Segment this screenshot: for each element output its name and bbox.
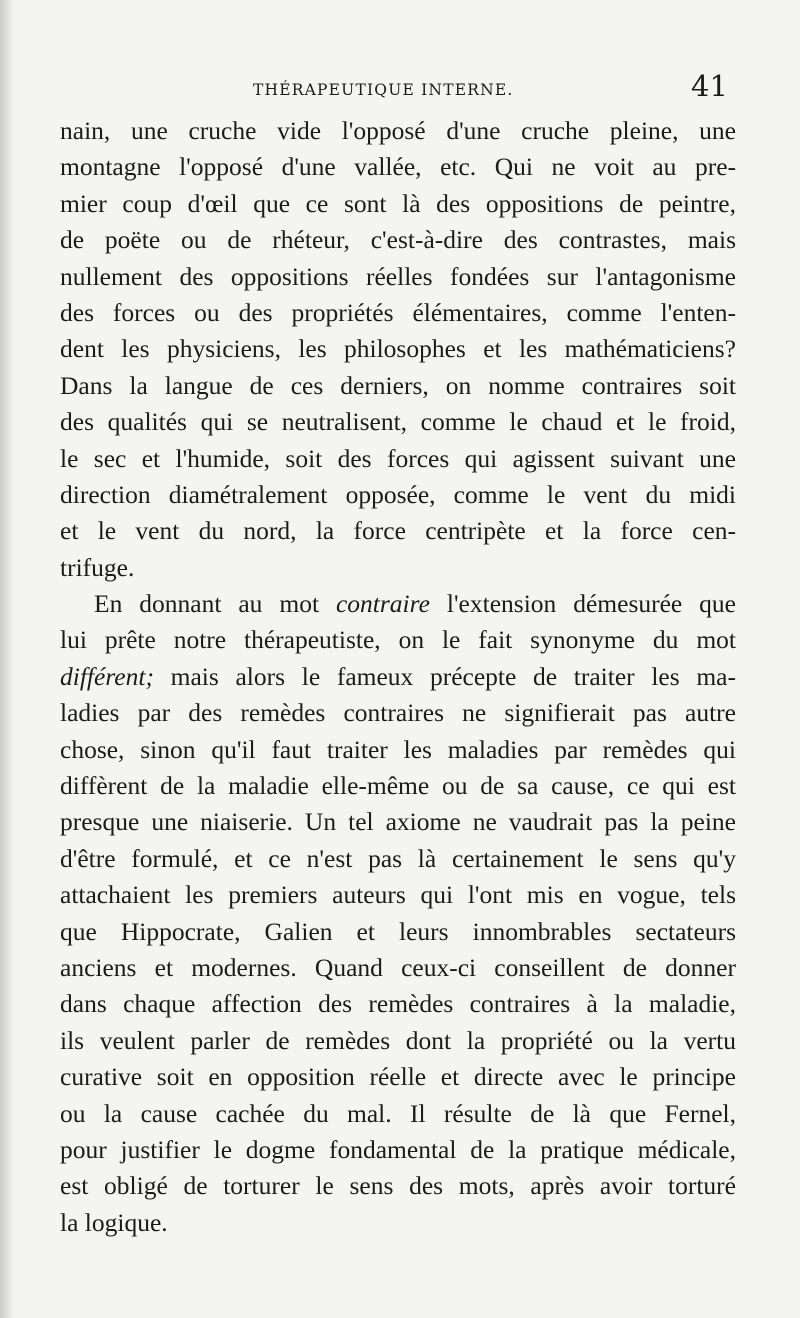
- text-line: d'être formulé, et ce n'est pas là certainement le sens qu'y: [60, 843, 736, 873]
- text-line: et le vent du nord, la force centripète et la force cen-: [60, 516, 736, 546]
- text-line: dans chaque affection des remèdes contraires à la maladie,: [60, 989, 736, 1019]
- text-line: chose, sinon qu'il faut traiter les maladies par remèdes qui: [60, 734, 736, 764]
- paragraph-2: [60, 586, 736, 1241]
- text-line: de poëte ou de rhéteur, c'est-à-dire des contrastes, mais: [60, 225, 736, 255]
- text-line: [60, 659, 736, 695]
- text-line: pour justifier le dogme fondamental de la pratique médicale,: [60, 1134, 736, 1164]
- text-line: ils veulent parler de remèdes dont la propriété ou la vertu: [60, 1025, 736, 1055]
- text-line: presque une niaiserie. Un tel axiome ne vaudrait pas la peine: [60, 807, 736, 837]
- text-run: En donnant au mot: [94, 589, 336, 619]
- text-line: lui prête notre thérapeutiste, on le fait synonyme du mot: [60, 625, 736, 655]
- text-line: [60, 586, 736, 622]
- text-line: direction diamétralement opposée, comme le vent du midi: [60, 479, 736, 509]
- text-line: nullement des oppositions réelles fondées sur l'antagonisme: [60, 261, 736, 291]
- text-line: est obligé de torturer le sens des mots, après avoir torturé: [60, 1171, 736, 1201]
- text-line: ou la cause cachée du mal. Il résulte de là que Fernel,: [60, 1098, 736, 1128]
- running-head: THÉRAPEUTIQUE INTERNE.: [253, 81, 514, 99]
- page-header: [0, 64, 800, 114]
- text-line: que Hippocrate, Galien et leurs innombrables sectateurs: [60, 916, 736, 946]
- text-line: des forces ou des propriétés élémentaires, comme l'enten-: [60, 297, 736, 327]
- paragraph-1: [60, 113, 736, 586]
- italic-term: différent;: [60, 661, 154, 691]
- text-line: montagne l'opposé d'une vallée, etc. Qui ne voit au pre-: [60, 152, 736, 182]
- text-line: trifuge.: [60, 552, 135, 582]
- text-run: l'extension démesurée que: [429, 589, 736, 619]
- page-gutter-shadow: [0, 0, 14, 1318]
- body-text: [60, 113, 736, 1241]
- italic-term: contraire: [335, 589, 430, 619]
- text-line: Dans la langue de ces derniers, on nomme contraires soit: [60, 370, 736, 400]
- text-line: des qualités qui se neutralisent, comme le chaud et le froid,: [60, 407, 736, 437]
- text-line: dent les physiciens, les philosophes et les mathématiciens?: [60, 334, 736, 364]
- text-line: attachaient les premiers auteurs qui l'ont mis en vogue, tels: [60, 880, 736, 910]
- text-line: diffèrent de la maladie elle-même ou de sa cause, ce qui est: [60, 771, 736, 801]
- text-line: la logique.: [60, 1207, 168, 1237]
- text-line: le sec et l'humide, soit des forces qui agissent suivant une: [60, 443, 736, 473]
- page-number: 41: [691, 69, 728, 103]
- text-run: mais alors le fameux précepte de traiter les ma-: [153, 661, 736, 691]
- text-line: curative soit en opposition réelle et directe avec le principe: [60, 1062, 736, 1092]
- text-line: anciens et modernes. Quand ceux-ci conseillent de donner: [60, 952, 736, 982]
- text-line: nain, une cruche vide l'opposé d'une cruche pleine, une: [60, 116, 736, 145]
- text-line: mier coup d'œil que ce sont là des oppositions de peintre,: [60, 188, 736, 218]
- text-line: ladies par des remèdes contraires ne signifierait pas autre: [60, 698, 736, 728]
